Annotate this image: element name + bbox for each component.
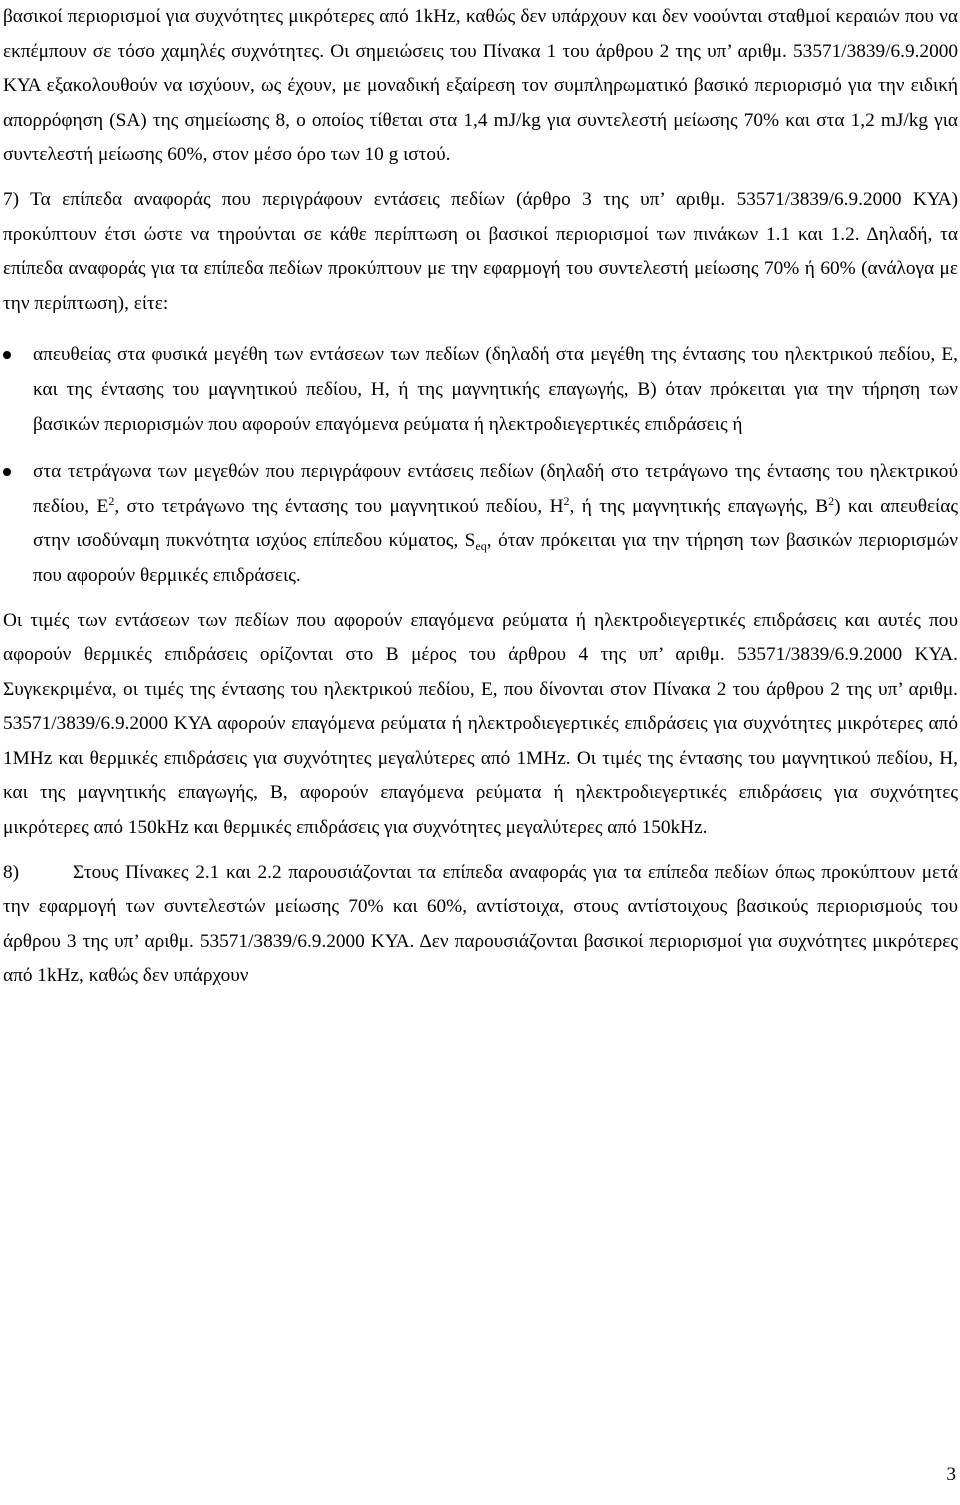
superscript: 2 [828,493,835,508]
paragraph-field-values: Οι τιμές των εντάσεων των πεδίων που αφορούν επαγόμενα ρεύματα ή ηλεκτροδιεγερτικές επιδράσεις και αυτές που αφορούν θερμικές επιδράσεις ορίζονται στο Β μέρος του άρθρου 4 της υπ’ αριθμ. 53571/3839/6.9.2000 ΚΥΑ. Συγκεκριμένα, οι τιμές της έντασης του ηλεκτρικού πεδίου, Ε, που δίνονται στον Πίνακα 2 του άρθρου 2 της υπ’ αριθμ. 53571/3839/6.9.2000 ΚΥΑ αφορούν επαγόμενα ρεύματα ή ηλεκτροδιεγερτικές επιδράσεις για συχνότητες μικρότερες από 1MHz και θερμικές επιδράσεις για συχνότητες μεγαλύτερες από 1MHz. Οι τιμές της έντασης του μαγνητικού πεδίου, Η, και της μαγνητικής επαγωγής, Β, αφορούν επαγόμενα ρεύματα ή ηλεκτροδιεγερτικές επιδράσεις για συχνότητες μικρότερες από 150kHz και θερμικές επιδράσεις για συχνότητες μεγαλύτερες από 150kHz. [3,609,958,839]
bullet-text-part: , στο τετράγωνο της έντασης του μαγνητικού πεδίου, Η [114,495,564,517]
paragraph-item-8 [3,856,958,994]
bullet-text-part: ) και απευθείας στην ισοδύναμη πυκνότητα ισχύος επίπεδου κύματος, S [33,495,958,552]
paragraph-item-7: 7) Τα επίπεδα αναφοράς που περιγράφουν εντάσεις πεδίων (άρθρο 3 της υπ’ αριθμ. 53571/3839/6.9.2000 ΚΥΑ) προκύπτουν έτσι ώστε να τηρούνται σε κάθε περίπτωση οι βασικοί περιορισμοί των πινάκων 1.1 και 1.2. Δηλαδή, τα επίπεδα αναφοράς για τα επίπεδα πεδίων προκύπτουν με την εφαρμογή του συντελεστή μείωσης 70% ή 60% (ανάλογα με την περίπτωση), είτε: [3,188,958,314]
bullet-text-part: στα τετράγωνα των μεγεθών που περιγράφουν εντάσεις πεδίων (δηλαδή στο τετράγωνο της έντασης του ηλεκτρικού πεδίου, Ε [33,461,958,517]
bullet-text-part: , ή της μαγνητικής επαγωγής, Β [569,495,829,517]
page-number: 3 [946,1464,956,1485]
list-item [3,338,958,442]
bullet-text-part: , όταν πρόκειται για την τήρηση των βασικών περιορισμών που αφορούν θερμικές επιδράσεις. [33,530,958,586]
bullet-icon [3,351,11,359]
bullet-text: απευθείας στα φυσικά μεγέθη των εντάσεων των πεδίων (δηλαδή στα μεγέθη της έντασης του ηλεκτρικού πεδίου, Ε, και της έντασης του μαγνητικού πεδίου, Η, ή της μαγνητικής επαγωγής, Β) όταν πρόκειται για την τήρηση των βασικών περιορισμών που αφορούν επαγόμενα ρεύματα ή ηλεκτροδιεγερτικές επιδράσεις ή [33,344,958,435]
bullet-list [3,338,958,593]
document-page [3,0,958,994]
paragraph-basic-restrictions: βασικοί περιορισμοί για συχνότητες μικρότερες από 1kHz, καθώς δεν υπάρχουν και δεν νοούνται σταθμοί κεραιών που να εκπέμπουν σε τόσο χαμηλές συχνότητες. Οι σημειώσεις του Πίνακα 1 του άρθρου 2 της υπ’ αριθμ. 53571/3839/6.9.2000 ΚΥΑ εξακολουθούν να ισχύουν, ως έχουν, με μοναδική εξαίρεση τον συμπληρωματικό βασικό περιορισμό για την ειδική απορρόφηση (SA) της σημείωσης 8, ο οποίος τίθεται στα 1,4 mJ/kg για συντελεστή μείωσης 70% και στα 1,2 mJ/kg για συντελεστή μείωσης 60%, στον μέσο όρο των 10 g ιστού. [3,6,958,166]
superscript: 2 [563,493,570,508]
list-item [3,455,958,593]
superscript: 2 [108,493,115,508]
item-number: 8) [3,861,20,883]
subscript: eq [475,539,487,554]
bullet-icon [3,468,11,476]
item-text: Στους Πίνακες 2.1 και 2.2 παρουσιάζονται τα επίπεδα αναφοράς για τα επίπεδα πεδίων όπως προκύπτουν μετά την εφαρμογή των συντελεστών μείωσης 70% και 60%, αντίστοιχα, στους αντίστοιχους βασικούς περιορισμούς του άρθρου 3 της υπ’ αριθμ. 53571/3839/6.9.2000 ΚΥΑ. Δεν παρουσιάζονται βασικοί περιορισμοί για συχνότητες μικρότερες από 1kHz, καθώς δεν υπάρχουν [3,861,958,987]
